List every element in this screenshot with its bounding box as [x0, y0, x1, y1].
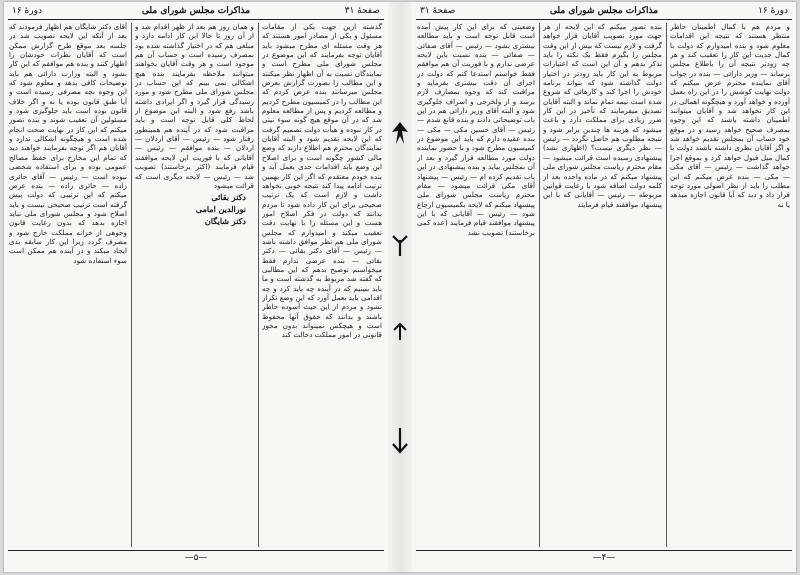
right-page-number: —۴— — [592, 553, 616, 563]
right-column-divider-1 — [666, 23, 667, 547]
right-header-session: دورهٔ ۱۶ — [758, 6, 788, 16]
left-footer-rule — [8, 550, 384, 551]
left-column-left — [9, 22, 127, 548]
right-header-page-label: صفحهٔ ۳۱ — [420, 6, 456, 16]
left-column-middle-text: و همان روز هم بعد از ظهر اقدام شد و از آن روز تا حالا این کار ادامه دارد و مبلغی هم که در اختیار گذاشته شده بود بمصرف رسیده است و حساب آن هم موجود است و هر وقت آقایان بخواهند میتوانند ملاحظه بفرمایند بنده هیچ اشکالی نمی بینم که این حساب در مجلس شورای ملی مطرح شود و مورد رسیدگی قرار گیرد و اگر ایرادی داشته باشد رفع شود و البته این موضوع از لحاظ کلی قابل توجه است و باید مراقبت شود که در آینده هم همینطور رفتار شود — رئیس — آقای اردلان — اردلان — بنده موافقم — رئیس — آقایانی که با فوریت این لایحه موافقند قیام فرمایند (اکثر برخاستند) تصویب شد — رئیس — لایحه دیگری است که قرائت میشود — [135, 22, 254, 190]
left-header-session: دورهٔ ۱۶ — [12, 6, 42, 16]
fleur-ornament-icon — [392, 322, 408, 342]
right-column-middle-text: بنده تصور میکنم که این لایحه از هر جهت مورد تصویب آقایان قرار خواهد گرفت و لازم نیست که بیش از این وقت مجلس را بگیرم فقط یک نکته را باید تذکر بدهم و آن این است که اعتبارات مربوط به این کار باید زودتر در اختیار دولت گذاشته شود که بتواند برنامه خودش را اجرا کند و کارهائی که شروع شده است نیمه تمام نماند و البته آقایان تصدیق میفرمایند که تأخیر در این کار ضرر زیادی برای مملکت دارد و باعث میشود که هزینه ها چندین برابر شود و نتیجه مطلوب هم حاصل نگردد — رئیس — نظر دیگری نیست؟ (اظهاری نشد) پیشنهادی رسیده است قرائت میشود — مقام محترم ریاست مجلس شورای ملی پیشنهاد میکنم که در ماده واحده بعد از کلمه دولت اضافه شود با رعایت قوانین مربوطه — رئیس — آقایانی که با این پیشنهاد موافقند قیام فرمایند — [543, 22, 662, 209]
left-column-right — [262, 22, 382, 548]
left-column-divider-2 — [131, 23, 132, 547]
left-page — [4, 2, 388, 572]
right-column-right-text: و مردم هم با کمال اطمینان خاطر منتظر هستند که نتیجه این اقدامات معلوم شود و بنده امیدوارم که دولت با کمال جدیت این کار را تعقیب کند و هر چه زودتر نتیجه آن را باطلاع مجلس برساند — وزیر دارائی — بنده در جواب آقای نماینده محترم عرض میکنم که دولت نهایت کوشش را در این راه بعمل آورده و خواهد آورد و هیچگونه اهمالی در این کار نخواهد شد و آقایان میتوانند اطمینان داشته باشند که این وجوه بمصرف صحیح خواهد رسید و در موقع خود حساب آن بمجلس تقدیم خواهد شد و اگر آقایان نظری داشته باشند دولت با کمال میل قبول خواهد کرد و بموقع اجرا خواهد گذاشت — رئیس — آقای مکی — مکی — بنده عرض میکنم که این مطلب را باید از نظر اصولی مورد توجه قرار داد و دید که آیا قانون اجازه میدهد یا نه — [670, 22, 790, 209]
right-page-header — [418, 6, 790, 18]
signature-3: دکتر شایگان — [204, 216, 246, 227]
right-column-middle — [543, 22, 662, 548]
left-column-right-text: گذشته ازین جهت یکی از مقامات مسئول و یکی از مصادر امور هستند که هر وقت مسئله ای مطرح میشود باید آقایان توجه بفرمایند که این موضوع در مجلس شورای ملی مطرح است و نمایندگان نسبت به آن اظهار نظر میکنند و این مطالب را بصورت گزارش بعرض مجلس میرسانند بنده عرض کردم که این مطالب را در کمیسیون مطرح کردیم و مطالعه کردیم و پس از مطالعه معلوم شد که در آن موقع هیچ گونه سوء نیتی در کار نبوده و هیأت دولت تصمیم گرفت که این لایحه تقدیم شود و البته آقایان نمایندگان محترم هم اطلاع دارند که وضع مالی کشور چگونه است و برای اصلاح این وضع باید اقدامات جدی بعمل آید و بنده خودم معتقدم که اگر این کار بهمین ترتیب ادامه پیدا کند نتیجه خوبی نخواهد داشت و لازم است که یک ترتیب صحیحی برای این کار داده شود تا مردم بدانند که دولت در فکر اصلاح امور هست و این مسئله را با نهایت دقت تعقیب میکند و امیدوارم که مجلس شورای ملی هم نظر موافق داشته باشد — رئیس — آقای دکتر بقائی — دکتر بقائی — بنده عرضی ندارم فقط میخواستم توضیح بدهم که این مطالبی که گفته شد مربوط به گذشته است و ما باید ببینیم که در آینده چه باید کرد و چه اقدامی باید بعمل آورد که این وضع تکرار نشود و مردم از این حیث آسوده خاطر باشند و بدانند که حقوق آنها محفوظ است و هیچکس نمیتواند بدون مجوز قانونی در امور مملکت دخالت کند — [262, 22, 382, 340]
left-header-page-label: صفحهٔ ۳۱ — [344, 6, 380, 16]
left-header-title: مذاکرات مجلس شورای ملی — [141, 6, 251, 16]
right-column-left-text: وضعیتی که برای این کار پیش آمده است قابل توجه است و باید مطالعه بیشتری بشود — رئیس — آقای صفائی — صفائی — بنده نسبت باین لایحه عرضی ندارم و با فوریت آن هم موافقم فقط خواستم استدعا کنم که دولت در اجرای آن دقت بیشتری بفرماید و مراقبت کند که وجوه بمصارف لازم برسد و از ولخرجی و اسراف جلوگیری شود و البته آقای وزیر دارائی هم در این باب توضیحاتی دادند و بنده قانع شدم — رئیس — آقای حسین مکی — مکی — بنده عقیده دارم که باید این موضوع در کمیسیون مطرح شود و با حضور نماینده دولت مورد مطالعه قرار گیرد و بعد از آن بمجلس بیاید و بنده پیشنهادی در این باب تقدیم کرده ام — رئیس — پیشنهاد آقای مکی قرائت میشود — مقام محترم ریاست مجلس شورای ملی پیشنهاد میکنم که لایحه بکمیسیون ارجاع شود — رئیس — آقایانی که با این پیشنهاد موافقند قیام فرمایند (عده کمی برخاستند) تصویب نشد — [417, 22, 535, 237]
arrow-ornament-icon — [390, 234, 410, 258]
page-gutter — [388, 2, 412, 572]
left-column-divider-1 — [258, 23, 259, 547]
right-footer-rule — [416, 550, 792, 551]
right-page — [412, 2, 796, 572]
arrow-down-ornament-icon — [391, 426, 409, 456]
right-header-rule — [416, 19, 792, 20]
left-column-middle — [135, 22, 254, 548]
left-page-number: —۵— — [184, 553, 208, 563]
right-header-title: مذاکرات مجلس شورای ملی — [549, 6, 659, 16]
right-column-right — [670, 22, 790, 548]
left-column-left-text: آقای دکتر شایگان هم اظهار فرمودند که بعد از آنکه این لایحه تصویب شد در جلسه بعد موقع طرح گزارش ممکن است که آقایان نظرات خودشان را اظهار کنند و بنده هم موافقم که این کار بشود و البته وزارت دارائی هم باید توضیحات کافی بدهد و معلوم شود که این وجوه بچه مصرفی رسیده است و آیا طبق قانون بوده یا نه و اگر خلاف قانون بوده است باید جلوگیری شود و مسئولین آن تعقیب شوند و بنده تصور میکنم که این کار در نهایت صحت انجام شده است و هیچگونه اشکالی ندارد و آقایان هم اگر توجه بفرمایند خواهند دید که تمام این مخارج برای حفظ مصالح عمومی بوده و برای استفاده شخصی نبوده است — رئیس — آقای حائری زاده — حائری زاده — بنده عرض میکنم که این ترتیبی که دولت پیش گرفته است ترتیب صحیحی نیست و باید اصلاح شود و مجلس شورای ملی نباید اجازه بدهد که بدون رعایت قانون وجوهی از خزانه مملکت خارج شود و مصرف گردد زیرا این کار سابقه بدی ایجاد میکند و در آینده هم ممکن است سوء استفاده شود — [9, 22, 127, 265]
signature-1: دکتر بقائی — [211, 192, 246, 203]
left-page-header — [10, 6, 382, 18]
signature-2: نورالدین امامی — [195, 204, 246, 215]
book-spread — [4, 2, 796, 572]
right-column-divider-2 — [539, 23, 540, 547]
left-header-rule — [8, 19, 384, 20]
bird-ornament-icon — [390, 120, 410, 146]
right-column-left — [417, 22, 535, 548]
